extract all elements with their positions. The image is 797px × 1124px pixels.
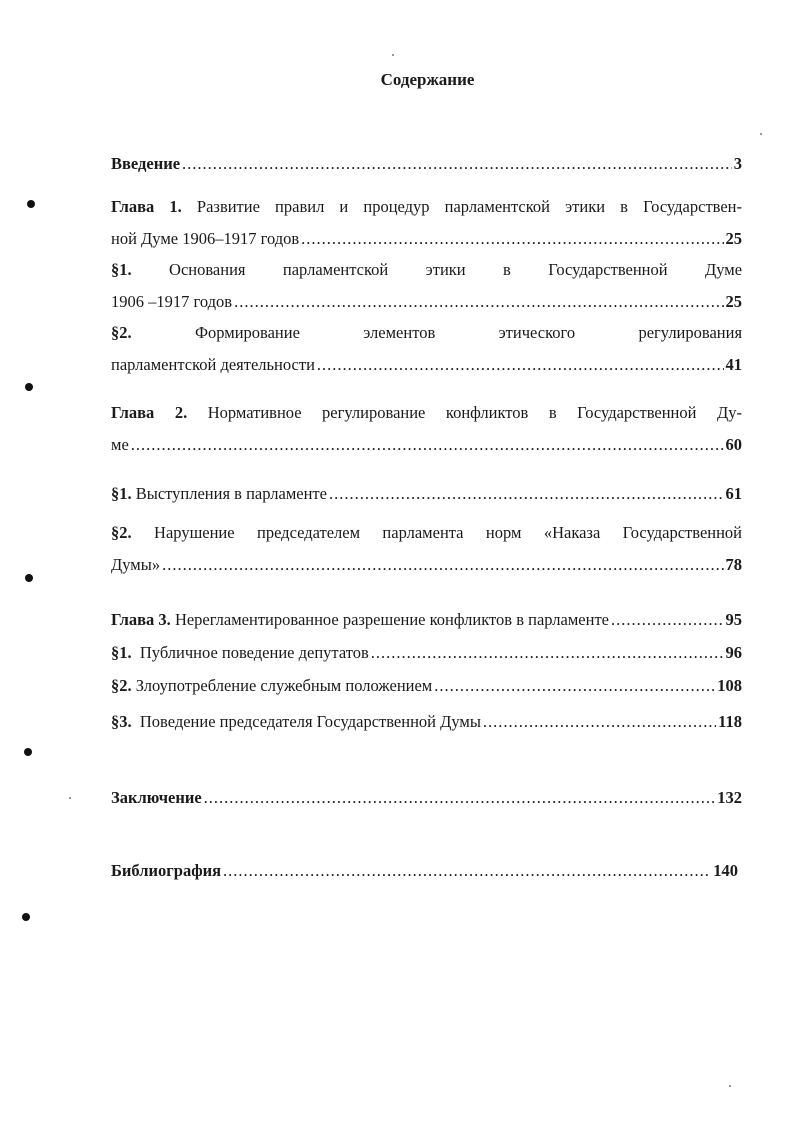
toc-page-number: 25 (725, 292, 742, 311)
toc-label: Введение (111, 154, 181, 173)
section-number: §1. (111, 643, 132, 662)
toc-line (111, 517, 742, 549)
section-number: §2. (111, 323, 132, 342)
dot-leader (162, 549, 723, 581)
toc-page-number: 3 (733, 154, 742, 173)
toc-line (111, 254, 742, 286)
binder-hole-mark (25, 383, 33, 391)
toc-label: Библиография (111, 861, 222, 880)
section-title: Нарушение председателем парламента норм «Наказа Государственной (154, 523, 743, 542)
toc-entry-chapter-1[interactable] (111, 191, 742, 255)
dot-leader (483, 706, 716, 738)
toc-entry-conclusion[interactable] (111, 782, 742, 814)
chapter-number: Глава 1. (111, 197, 182, 216)
chapter-title: Нерегламентированное разрешение конфликтов в парламенте (174, 610, 609, 629)
section-word: Формирование (194, 323, 300, 342)
dot-leader (611, 604, 724, 636)
toc-entry-chapter-2-section-2[interactable] (111, 517, 742, 581)
toc-page-number: 25 (725, 229, 742, 248)
section-number: §1. (111, 484, 132, 503)
section-number: §1. (111, 260, 132, 279)
scan-speck (69, 797, 71, 799)
section-title-continued: Думы» (111, 555, 161, 574)
toc-line (111, 191, 742, 223)
chapter-title: Развитие правил и процедур парламентской этики в Государствен- (196, 197, 742, 216)
toc-entry-chapter-2-section-1[interactable] (111, 478, 742, 510)
binder-hole-mark (27, 200, 35, 208)
chapter-title-continued: ной Думе 1906–1917 годов (111, 229, 300, 248)
toc-page-number: 60 (725, 435, 742, 454)
section-title: Публичное поведение депутатов (139, 643, 369, 662)
section-word: парламентской (282, 260, 389, 279)
section-word: Основания (169, 260, 246, 279)
scan-speck (729, 1085, 731, 1087)
section-number: §3. (111, 712, 132, 731)
toc-page-number: 140 (713, 861, 738, 880)
section-number: §2. (111, 676, 132, 695)
toc-page-number: 132 (717, 788, 742, 807)
dot-leader (234, 286, 723, 318)
toc-page-number: 41 (725, 355, 742, 374)
page-title: Содержание (380, 70, 475, 89)
toc-page-number: 96 (725, 643, 742, 662)
toc-entry-chapter-1-section-1[interactable] (111, 254, 742, 318)
dot-leader (204, 782, 716, 814)
dot-leader (434, 670, 715, 702)
dot-leader (301, 223, 723, 255)
dot-leader (329, 478, 724, 510)
toc-page-number: 108 (717, 676, 742, 695)
dot-leader (131, 429, 724, 461)
section-word: этики (425, 260, 466, 279)
toc-entry-chapter-3-section-3[interactable] (111, 706, 742, 738)
section-word: элементов (363, 323, 436, 342)
toc-entry-intro[interactable] (111, 148, 742, 180)
section-title-continued: парламентской деятельности (111, 355, 315, 374)
chapter-number: Глава 3. (111, 610, 171, 629)
toc-entry-chapter-3-section-1[interactable] (111, 637, 742, 669)
section-title: Злоупотребление служебным положением (135, 676, 433, 695)
toc-page-number: 118 (718, 712, 742, 731)
section-word: регулирования (638, 323, 743, 342)
toc-line (111, 397, 742, 429)
dot-leader (182, 148, 732, 180)
toc-line (111, 317, 742, 349)
chapter-title-continued: ме (111, 435, 129, 454)
section-word: Думе (704, 260, 743, 279)
section-word: в (503, 260, 511, 279)
toc-label: Заключение (111, 788, 202, 807)
section-title: Поведение председателя Государственной Думы (139, 712, 481, 731)
toc-entry-chapter-3[interactable] (111, 604, 742, 636)
toc-entry-chapter-2[interactable] (111, 397, 742, 461)
section-title-continued: 1906 –1917 годов (111, 292, 233, 311)
toc-entry-chapter-3-section-2[interactable] (111, 670, 742, 702)
dot-leader (371, 637, 724, 669)
toc-page-number: 95 (725, 610, 742, 629)
chapter-title: Нормативное регулирование конфликтов в Государственной Ду- (207, 403, 742, 422)
section-word: Государственной (548, 260, 668, 279)
dot-leader (317, 349, 724, 381)
section-number: §2. (111, 523, 132, 542)
binder-hole-mark (22, 913, 30, 921)
toc-entry-bibliography[interactable] (111, 855, 738, 887)
section-title: Выступления в парламенте (135, 484, 327, 503)
chapter-number: Глава 2. (111, 403, 188, 422)
binder-hole-mark (24, 748, 32, 756)
section-word: этического (498, 323, 576, 342)
binder-hole-mark (25, 574, 33, 582)
dot-leader (223, 855, 711, 887)
scan-speck (760, 133, 762, 135)
toc-page-number: 78 (725, 555, 742, 574)
scan-speck (392, 54, 394, 56)
toc-entry-chapter-1-section-2[interactable] (111, 317, 742, 381)
toc-page-number: 61 (725, 484, 742, 503)
